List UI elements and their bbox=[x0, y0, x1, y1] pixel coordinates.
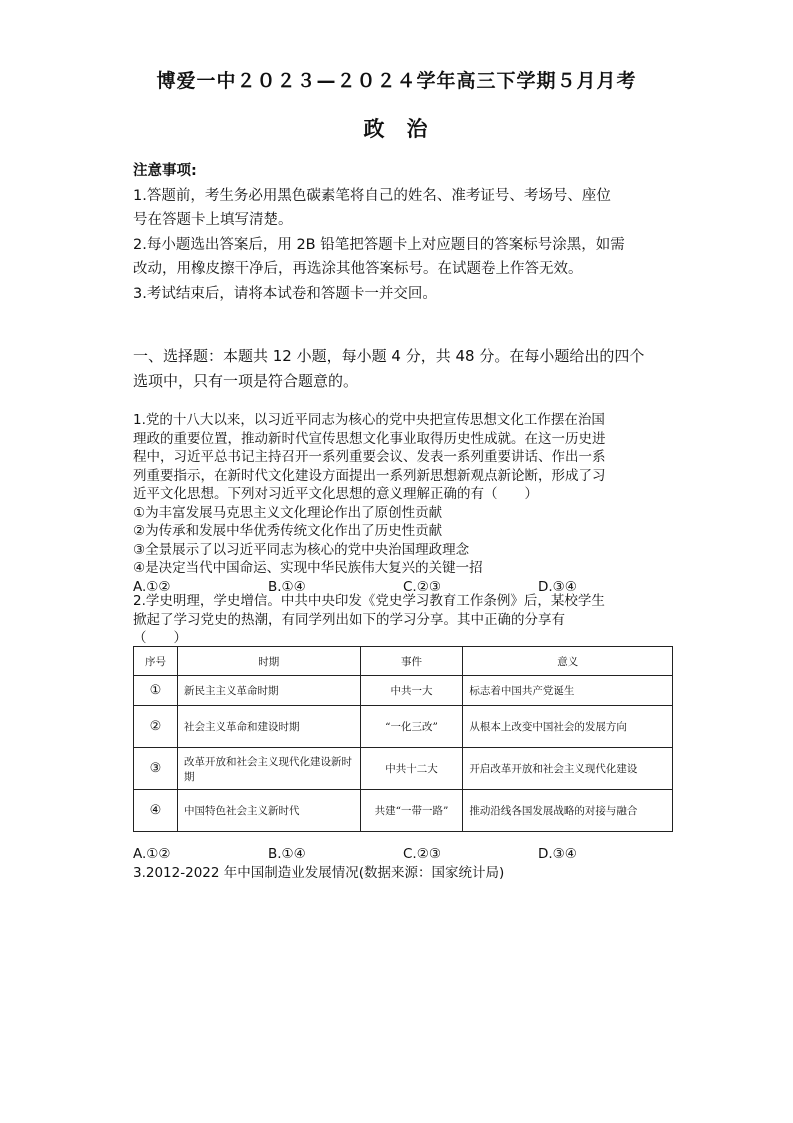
table-cell: 标志着中国共产党诞生 bbox=[463, 676, 673, 706]
table-cell: 社会主义革命和建设时期 bbox=[177, 706, 360, 748]
notice-block bbox=[133, 159, 673, 306]
notice-heading: 注意事项: bbox=[133, 163, 197, 179]
q1-option-a: A.①② bbox=[133, 578, 171, 595]
q1-line: ④是决定当代中国命运、实现中华民族伟大复兴的关键一招 bbox=[133, 560, 483, 576]
q1-line: ③全景展示了以习近平同志为核心的党中央治国理政理念 bbox=[133, 541, 470, 558]
table-header: 时期 bbox=[177, 647, 360, 676]
q2-options bbox=[133, 845, 673, 864]
q1-option-d: D.③④ bbox=[538, 578, 577, 595]
q1-line: ①为丰富发展马克思主义文化理论作出了原创性贡献 bbox=[133, 504, 443, 521]
table-header: 事件 bbox=[360, 647, 463, 676]
notice-line: 1.答题前，考生务必用黑色碳素笔将自己的姓名、准考证号、考场号、座位 bbox=[133, 187, 611, 204]
q1-option-c: C.②③ bbox=[403, 578, 441, 595]
table-row bbox=[134, 748, 673, 790]
table-row bbox=[134, 706, 673, 748]
q2-option-d: D.③④ bbox=[538, 846, 577, 862]
table-cell: 从根本上改变中国社会的发展方向 bbox=[463, 706, 673, 748]
q2-line: 2.学史明理，学史增信。中共中央印发《党史学习教育工作条例》后，某校学生 bbox=[133, 593, 605, 609]
table-cell: 改革开放和社会主义现代化建设新时期 bbox=[177, 748, 360, 790]
q1-line: 程中，习近平总书记主持召开一系列重要会议、发表一系列重要讲话、作出一系 bbox=[133, 449, 606, 465]
table-cell: 共建“一带一路” bbox=[360, 790, 463, 832]
table-cell: 推动沿线各国发展战略的对接与融合 bbox=[463, 790, 673, 832]
table-cell: 中共一大 bbox=[360, 676, 463, 706]
table-cell: “一化三改” bbox=[360, 706, 463, 748]
q2-line: 掀起了学习党史的热潮，有同学列出如下的学习分享。其中正确的分享有 bbox=[133, 611, 565, 628]
table-cell: 中国特色社会主义新时代 bbox=[177, 790, 360, 832]
notice-line: 改动，用橡皮擦干净后，再选涂其他答案标号。在试题卷上作答无效。 bbox=[133, 261, 583, 277]
section-line: 一、选择题：本题共 12 小题，每小题 4 分，共 48 分。在每小题给出的四个 bbox=[133, 347, 645, 365]
question-1 bbox=[133, 411, 673, 596]
table-row bbox=[134, 790, 673, 832]
q2-line: （ ） bbox=[133, 630, 187, 646]
q2-options-block bbox=[133, 845, 673, 882]
q1-option-b: B.①④ bbox=[268, 578, 306, 595]
table-cell: ④ bbox=[134, 790, 178, 832]
q2-option-a: A.①② bbox=[133, 846, 171, 862]
q1-line: ②为传承和发展中华优秀传统文化作出了历史性贡献 bbox=[133, 523, 443, 539]
table-header-row bbox=[134, 647, 673, 676]
notice-line: 号在答题卡上填写清楚。 bbox=[133, 212, 293, 228]
table-cell: 中共十二大 bbox=[360, 748, 463, 790]
table-header: 序号 bbox=[134, 647, 178, 676]
notice-line: 3.考试结束后，请将本试卷和答题卡一并交回。 bbox=[133, 285, 437, 302]
table-cell: ① bbox=[134, 676, 178, 706]
q1-line: 理政的重要位置，推动新时代宣传思想文化事业取得历史性成就。在这一历史进 bbox=[133, 430, 606, 447]
question-2 bbox=[133, 592, 673, 648]
q1-line: 近平文化思想。下列对习近平文化思想的意义理解正确的有（ ） bbox=[133, 486, 538, 502]
section-heading bbox=[133, 344, 673, 393]
question-3: 3.2012-2022 年中国制造业发展情况(数据来源：国家统计局) bbox=[133, 864, 505, 881]
q2-option-b: B.①④ bbox=[268, 846, 306, 862]
q2-table bbox=[133, 646, 673, 832]
q1-line: 1.党的十八大以来，以习近平同志为核心的党中央把宣传思想文化工作摆在治国 bbox=[133, 412, 605, 428]
notice-line: 2.每小题选出答案后，用 2B 铅笔把答题卡上对应题目的答案标号涂黑，如需 bbox=[133, 236, 625, 253]
table-cell: ② bbox=[134, 706, 178, 748]
table-cell: ③ bbox=[134, 748, 178, 790]
section-line: 选项中，只有一项是符合题意的。 bbox=[133, 371, 359, 390]
table-header: 意义 bbox=[463, 647, 673, 676]
table-row bbox=[134, 676, 673, 706]
table-cell: 开启改革开放和社会主义现代化建设 bbox=[463, 748, 673, 790]
subject-title: 政治 bbox=[363, 117, 450, 141]
q2-option-c: C.②③ bbox=[403, 846, 441, 862]
table-cell: 新民主主义革命时期 bbox=[177, 676, 360, 706]
q1-line: 列重要指示，在新时代文化建设方面提出一系列新思想新观点新论断，形成了习 bbox=[133, 467, 606, 484]
exam-title: 博爱一中２０２３—２０２４学年高三下学期５月月考 bbox=[156, 70, 637, 92]
